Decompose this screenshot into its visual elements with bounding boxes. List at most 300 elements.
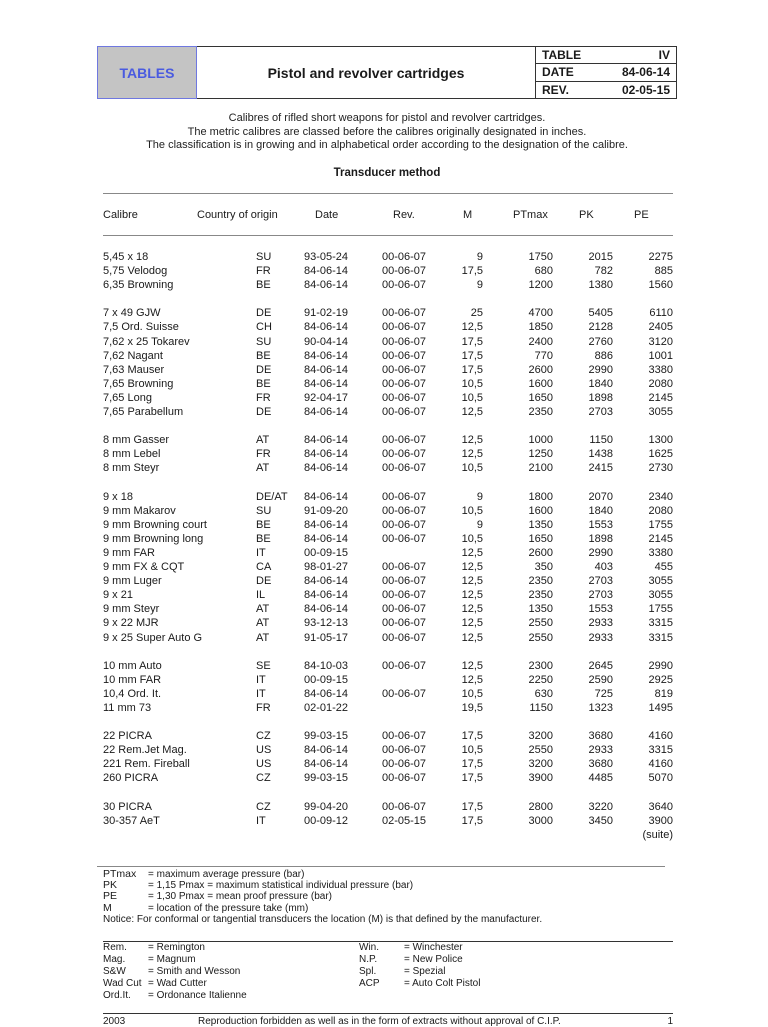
cell-ptmax: 2300 [528,659,553,672]
cell-date: 84-06-14 [304,490,349,503]
cell-pe: 2340 [648,490,673,503]
cell-m: 12,5 [461,546,483,559]
cell-country: DE/AT [256,490,288,503]
cell-calibre: 10 mm FAR [103,673,162,686]
divider [97,866,665,867]
meta-label: TABLE [542,48,582,63]
cell-rev: 00-06-07 [382,448,427,461]
cell-calibre: 8 mm Lebel [103,448,161,461]
abbr-text: = Auto Colt Pistol [404,978,481,989]
cell-pk: 2933 [588,631,613,644]
cell-pk: 5405 [588,307,613,320]
column-headers [103,209,673,223]
abbr-item [359,954,480,966]
cell-rev: 00-06-07 [382,321,427,334]
cell-calibre: 9 mm FAR [103,546,155,559]
cell-pe: 1300 [648,434,673,447]
cell-ptmax: 2100 [528,462,553,475]
cell-calibre: 9 mm Browning court [103,518,207,531]
cell-pk: 2703 [588,406,613,419]
cell-country: IT [256,814,266,827]
legend-text: = 1,15 Pmax = maximum statistical individual pressure (bar) [148,880,414,892]
cell-calibre: 8 mm Steyr [103,462,160,475]
col-country: Country of origin [197,209,278,221]
col-ptmax: PTmax [513,209,548,221]
cell-date: 00-09-15 [304,546,349,559]
cell-pe: 1625 [648,448,673,461]
cell-date: 84-06-14 [304,377,349,390]
cell-rev: 00-06-07 [382,744,427,757]
cell-pe: 3315 [648,617,673,630]
abbr-col-right [359,942,480,990]
abbr-item [359,942,480,954]
intro-line: The metric calibres are classed before the calibres originally designated in inches. [187,125,587,138]
meta-value: IV [658,48,670,63]
cell-rev: 00-06-07 [382,800,427,813]
cell-ptmax: 1650 [528,391,553,404]
cell-m: 12,5 [461,406,483,419]
cell-ptmax: 1800 [528,490,553,503]
cell-calibre: 7,62 Nagant [103,349,163,362]
intro-line: Calibres of rifled short weapons for pistol and revolver cartridges. [228,112,546,124]
cell-calibre: 260 PICRA [103,772,159,785]
cell-pk: 2703 [588,589,613,602]
cell-m: 17,5 [461,265,483,278]
cell-m: 17,5 [461,800,483,813]
cell-m: 10,5 [461,687,483,700]
cell-country: AT [256,462,270,475]
cell-pk: 4485 [588,772,613,785]
cell-date: 84-06-14 [304,349,349,362]
cell-pk: 886 [594,349,613,362]
cell-m: 10,5 [461,391,483,404]
cell-pe: 2145 [648,532,673,545]
cell-ptmax: 2600 [528,546,553,559]
table-row [103,336,673,350]
cell-country: FR [256,391,271,404]
cell-rev: 00-06-07 [382,730,427,743]
cell-pe: 3120 [648,335,673,348]
abbr-col-left [103,942,247,1002]
group-spacer [103,787,673,801]
abbr-text: = New Police [404,954,463,965]
table-row [103,307,673,321]
cell-rev: 00-06-07 [382,307,427,320]
abbr-item [359,978,480,990]
cell-calibre: 9 mm Makarov [103,504,176,517]
cell-pk: 2015 [588,251,613,263]
legend-text: = 1,30 Pmax = mean proof pressure (bar) [148,891,332,903]
cell-date: 84-06-14 [304,687,349,700]
cell-rev: 00-06-07 [382,349,427,362]
cell-pk: 3680 [588,758,613,771]
cell-calibre: 9 mm Steyr [103,603,160,616]
table-row [103,688,673,702]
cell-m: 10,5 [461,532,483,545]
footer-year: 2003 [103,1016,126,1027]
group-spacer [103,646,673,660]
abbr-item [103,990,247,1002]
cell-pe: 1495 [648,702,673,714]
cell-rev: 00-06-07 [382,575,427,588]
cell-pk: 2415 [588,462,613,475]
cell-calibre: 9 x 22 MJR [103,617,159,630]
cell-calibre: 22 Rem.Jet Mag. [103,744,187,757]
cell-pk: 1438 [588,448,613,461]
cell-date: 90-04-14 [304,335,349,348]
cell-pk: 3220 [588,800,613,813]
cell-pk: 2990 [588,363,613,376]
cell-ptmax: 1850 [528,321,553,334]
cell-ptmax: 680 [534,265,553,278]
cell-date: 91-09-20 [304,504,349,517]
cell-rev: 00-06-07 [382,490,427,503]
cell-ptmax: 770 [534,349,553,362]
cell-m: 17,5 [461,758,483,771]
cell-pe: 2730 [648,462,673,475]
document-header [97,46,677,99]
abbr-text: = Magnum [148,954,196,965]
table-row [103,279,673,293]
cell-date: 99-04-20 [304,800,349,813]
table-row [103,434,673,448]
cell-country: CA [256,561,272,574]
cell-ptmax: 3900 [528,772,553,785]
cell-pk: 2990 [588,546,613,559]
cell-country: US [256,744,272,757]
cell-date: 84-06-14 [304,575,349,588]
cell-m: 17,5 [461,814,483,827]
col-m: M [463,209,473,221]
cell-rev: 00-06-07 [382,617,427,630]
cell-pe: 3055 [648,406,673,419]
group-spacer [103,477,673,491]
cell-country: SE [256,659,271,672]
cell-pe: 1560 [648,279,673,292]
cell-country: IT [256,546,266,559]
abbr-text: = Spezial [404,966,446,977]
cell-ptmax: 2350 [528,589,553,602]
cell-date: 84-06-14 [304,589,349,602]
cell-pe: 2080 [648,504,673,517]
cell-rev: 00-06-07 [382,391,427,404]
cell-country: CZ [256,730,271,743]
cell-m: 10,5 [461,462,483,475]
cell-pe: 885 [654,265,673,278]
table-row [103,617,673,631]
continued-row [103,829,673,843]
cell-pk: 2933 [588,617,613,630]
cell-country: DE [256,406,272,419]
table-row [103,392,673,406]
cell-rev: 00-06-07 [382,532,427,545]
table-row [103,321,673,335]
cell-m: 12,5 [461,603,483,616]
cell-pk: 1840 [588,504,613,517]
cell-country: FR [256,265,271,278]
cell-calibre: 9 x 25 Super Auto G [103,631,203,644]
cell-ptmax: 2350 [528,406,553,419]
cell-m: 17,5 [461,772,483,785]
cell-pk: 2070 [588,490,613,503]
meta-date [536,64,676,81]
cell-country: AT [256,603,270,616]
cartridge-table [103,251,673,843]
legend-item [103,891,673,902]
page-title: Pistol and revolver cartridges [197,47,536,98]
cell-ptmax: 1000 [528,434,553,447]
cell-country: US [256,758,272,771]
cell-pe: 1001 [648,349,673,362]
cell-calibre: 9 x 21 [103,589,133,602]
abbr-text: = Remington [148,942,205,953]
divider [103,193,673,194]
cell-pk: 1840 [588,377,613,390]
cell-pk: 1150 [589,434,613,447]
cell-country: IT [256,687,266,700]
cell-pe: 3315 [648,744,673,757]
table-row [103,801,673,815]
abbr-text: = Wad Cutter [148,978,207,989]
abbr-item [103,954,247,966]
cell-m: 12,5 [461,631,483,644]
cell-pk: 782 [594,265,613,278]
cell-m: 12,5 [461,589,483,602]
abbr-item [359,966,480,978]
cell-m: 12,5 [461,561,483,574]
abbr-item [103,978,247,990]
abbr-key: Ord.It. [103,990,131,1001]
cell-date: 84-06-14 [304,448,349,461]
cell-m: 12,5 [461,448,483,461]
cell-m: 17,5 [461,335,483,348]
cell-date: 92-04-17 [304,391,349,404]
cell-ptmax: 2800 [528,800,553,813]
table-row [103,744,673,758]
cell-pk: 1898 [588,532,613,545]
cell-pe: 3055 [648,575,673,588]
abbr-text: = Smith and Wesson [148,966,241,977]
cell-pe: 3380 [648,363,673,376]
cell-country: BE [256,279,271,292]
cell-rev: 00-06-07 [382,518,427,531]
cell-rev: 00-06-07 [382,377,427,390]
cell-pk: 1553 [588,518,613,531]
cell-date: 99-03-15 [304,730,349,743]
table-row [103,730,673,744]
cell-m: 17,5 [461,363,483,376]
abbr-item [103,966,247,978]
cell-country: BE [256,518,271,531]
cell-calibre: 6,35 Browning [103,279,174,292]
legend-key: PK [103,879,118,892]
cell-calibre: 221 Rem. Fireball [103,758,190,771]
abbr-text: = Winchester [404,942,463,953]
cell-rev: 00-06-07 [382,279,427,292]
meta-label: DATE [542,65,574,80]
col-pe: PE [634,209,649,221]
col-pk: PK [579,209,594,221]
cell-date: 84-06-14 [304,279,349,292]
cell-calibre: 10,4 Ord. It. [103,687,162,700]
cell-pe: 819 [654,687,673,700]
abbr-key: ACP [359,978,380,989]
cell-pk: 2760 [588,335,613,348]
cell-country: BE [256,377,271,390]
page-footer [103,1013,673,1027]
cell-m: 10,5 [461,377,483,390]
cell-date: 84-06-14 [304,462,349,475]
legend [103,869,673,925]
cell-date: 84-10-03 [304,659,349,672]
meta-label: REV. [542,82,569,97]
cell-country: AT [256,631,270,644]
cell-ptmax: 1600 [528,504,553,517]
cell-calibre: 7,65 Parabellum [103,406,184,419]
table-row [103,462,673,476]
cell-date: 84-06-14 [304,518,349,531]
cell-calibre: 11 mm 73 [103,702,152,714]
cell-m: 12,5 [461,659,483,672]
meta-rev [536,82,676,98]
cell-calibre: 9 mm FX & CQT [103,561,185,574]
cell-pk: 1380 [588,279,613,292]
cell-pe: 3380 [648,546,673,559]
legend-text: = location of the pressure take (mm) [148,902,309,914]
cell-country: BE [256,532,271,545]
cell-ptmax: 2600 [528,363,553,376]
cell-m: 10,5 [461,504,483,517]
cell-country: IL [256,589,266,602]
cell-pe: 3900 [648,814,673,827]
cell-rev: 00-06-07 [382,434,427,447]
tables-badge: TABLES [97,46,197,99]
cell-m: 17,5 [461,349,483,362]
col-date: Date [315,209,339,221]
legend-item [103,880,673,891]
cell-calibre: 7,65 Browning [103,377,174,390]
group-spacer [103,420,673,434]
cell-date: 84-06-14 [304,321,349,334]
table-row [103,702,673,716]
cell-pe: 1755 [648,518,673,531]
cell-rev: 00-06-07 [382,758,427,771]
cell-rev: 00-06-07 [382,589,427,602]
cell-date: 98-01-27 [304,561,349,574]
cell-rev: 02-05-15 [382,814,427,827]
table-row [103,251,673,265]
cell-country: CH [256,321,272,334]
table-row [103,561,673,575]
cell-country: BE [256,349,271,362]
abbr-key: Wad Cut [103,978,142,989]
cell-ptmax: 1600 [528,377,553,390]
cell-pk: 3680 [588,730,613,743]
abbr-key: Rem. [103,942,127,953]
cell-rev: 00-06-07 [382,406,427,419]
cell-pk: 3450 [588,814,613,827]
cell-calibre: 9 mm Luger [103,575,162,588]
abbr-key: N.P. [359,954,378,965]
section-title: Transducer method [333,167,441,179]
cell-pe: 3315 [648,631,673,644]
meta-value: 02-05-15 [621,82,670,97]
cell-date: 93-05-24 [304,251,349,263]
table-row [103,575,673,589]
intro-line: The classification is in growing and in alphabetical order according to the designation of the calibre. [146,139,628,151]
header-meta [536,47,676,98]
cell-m: 12,5 [461,575,483,588]
cell-rev: 00-06-07 [382,659,427,672]
cell-date: 99-03-15 [304,772,349,785]
cell-pe: 4160 [648,730,673,743]
table-row [103,505,673,519]
cell-pe: 2925 [648,673,673,686]
cell-date: 84-06-14 [304,434,349,447]
cell-pe: 455 [654,561,673,574]
cell-pe: 3640 [648,800,673,813]
cell-m: 9 [476,490,483,503]
cell-calibre: 30 PICRA [103,800,152,813]
meta-table [536,47,676,64]
cell-pe: 6110 [649,307,673,320]
cell-ptmax: 3000 [528,814,553,827]
cell-ptmax: 2550 [528,617,553,630]
cell-rev: 00-06-07 [382,335,427,348]
table-row [103,758,673,772]
cell-country: AT [256,617,270,630]
cell-m: 17,5 [461,730,483,743]
intro-text [97,112,677,153]
cell-date: 84-06-14 [304,363,349,376]
table-row [103,350,673,364]
cell-country: DE [256,307,272,320]
cell-ptmax: 2550 [528,631,553,644]
notice: Notice: For conformal or tangential transducers the location (M) is that defined by the manufacturer. [103,913,543,925]
cell-date: 00-09-12 [304,814,349,827]
cell-ptmax: 2250 [528,673,553,686]
cell-date: 91-02-19 [304,307,349,320]
cell-calibre: 9 mm Browning long [103,532,204,545]
cell-rev: 00-06-07 [382,251,427,263]
cell-pe: 3055 [648,589,673,602]
cell-rev: 00-06-07 [382,504,427,517]
cell-pe: 4160 [648,758,673,771]
cell-pk: 2128 [588,321,613,334]
cell-ptmax: 1350 [528,518,553,531]
cell-pe: 2275 [648,251,673,263]
col-calibre: Calibre [103,209,138,221]
table-row [103,632,673,646]
table-row [103,815,673,829]
cell-country: FR [256,702,271,714]
cell-ptmax: 630 [534,687,553,700]
legend-item [103,869,673,880]
cell-date: 84-06-14 [304,406,349,419]
cell-m: 19,5 [461,702,483,714]
footer-copyright: Reproduction forbidden as well as in the form of extracts without approval of C.I.P. [198,1016,561,1027]
cell-m: 12,5 [461,434,483,447]
cell-country: CZ [256,800,271,813]
legend-text: = maximum average pressure (bar) [148,869,305,880]
cell-country: IT [256,673,266,686]
cell-m: 10,5 [461,744,483,757]
cell-rev: 00-06-07 [382,265,427,278]
cell-m: 12,5 [461,321,483,334]
cell-date: 91-05-17 [304,631,349,644]
continued-note: (suite) [642,828,673,841]
meta-value: 84-06-14 [621,65,670,80]
